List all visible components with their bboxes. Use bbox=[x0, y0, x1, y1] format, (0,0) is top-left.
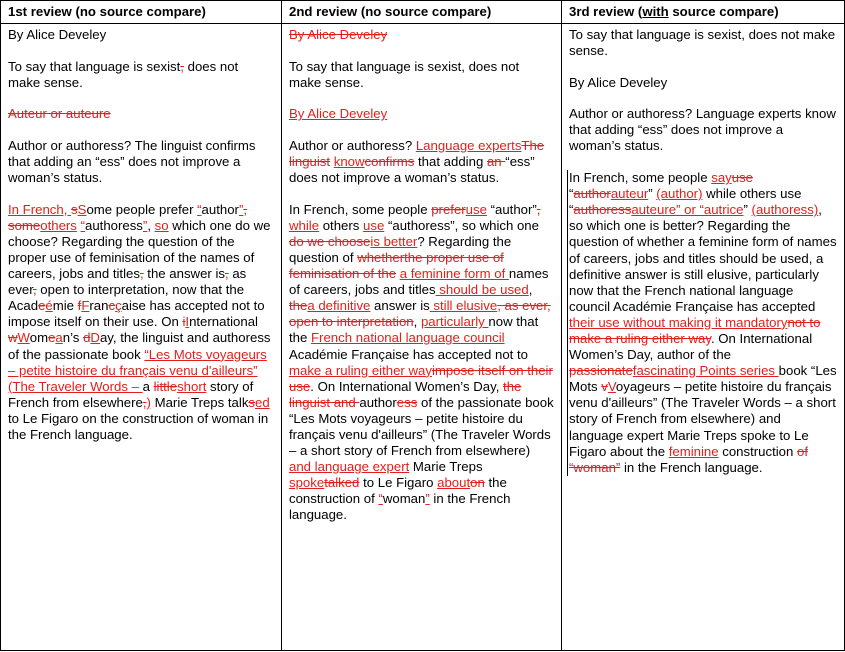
inserted-text: fascinating Points series bbox=[632, 363, 779, 379]
text-run: to Le Figaro bbox=[359, 475, 438, 491]
inserted-text: “ bbox=[80, 217, 85, 233]
inserted-text: feminine bbox=[668, 443, 719, 459]
deleted-text: passionate bbox=[569, 363, 633, 379]
first-review-cell bbox=[1, 24, 282, 651]
body-paragraph bbox=[289, 202, 554, 524]
inserted-text: In French, bbox=[8, 201, 72, 217]
deleted-text: an bbox=[486, 153, 506, 169]
inserted-text: ed bbox=[255, 394, 270, 410]
second-review-cell bbox=[282, 24, 562, 651]
deleted-text: i bbox=[182, 314, 186, 330]
deleted-text: , as ever, open to interpretation bbox=[289, 298, 551, 330]
inserted-text: ç bbox=[115, 298, 122, 314]
inserted-text: (authoress) bbox=[751, 202, 819, 218]
deleted-text: do we choose bbox=[289, 233, 371, 249]
inserted-text: say bbox=[711, 170, 732, 186]
text-run: Marie Treps bbox=[409, 459, 483, 475]
intro-paragraph: To say that language is sexist, does not make sense. bbox=[569, 27, 836, 59]
text-run: author bbox=[201, 201, 239, 217]
deleted-text: , bbox=[180, 58, 184, 74]
inserted-text: a definitive bbox=[307, 298, 371, 314]
text-run: ” bbox=[648, 186, 657, 202]
deleted-text: f bbox=[77, 298, 82, 314]
deleted-text: , bbox=[225, 266, 229, 282]
inserted-text: S bbox=[77, 201, 87, 217]
text-run: the answer is bbox=[143, 266, 225, 282]
text-run: that adding bbox=[414, 153, 487, 169]
text-run: n’s bbox=[62, 330, 84, 346]
deleted-text: prefer bbox=[431, 201, 466, 217]
inserted-text: “Les Mots voyageurs – petite histoire du français venu d'ailleurs” (The Traveler Words – bbox=[8, 346, 267, 394]
deleted-text: some bbox=[8, 217, 41, 233]
inserted-text: (author) bbox=[656, 186, 703, 202]
inserted-text: others bbox=[40, 217, 77, 233]
header-first-review: 1st review (no source compare) bbox=[1, 1, 282, 24]
text-run: “ess” does not improve a woman’s status. bbox=[289, 153, 535, 186]
text-run: others bbox=[319, 217, 364, 233]
text-run: . On International Women’s Day, bbox=[310, 378, 504, 394]
text-run: In French, some people bbox=[569, 170, 712, 186]
text-run: names of careers, jobs and titles bbox=[289, 266, 549, 298]
inserted-text: while bbox=[289, 217, 320, 233]
inserted-text: a bbox=[55, 330, 63, 346]
text-run: “ bbox=[569, 186, 574, 202]
text-run: story of French from elsewhere bbox=[8, 378, 254, 410]
inserted-text: ) bbox=[146, 394, 151, 410]
text-run: the construction of bbox=[289, 475, 507, 507]
header-third-review: 3rd review (with source compare) bbox=[562, 1, 845, 24]
text-run: nternational bbox=[189, 314, 258, 330]
third-review-cell bbox=[562, 24, 845, 651]
deleted-text: e bbox=[38, 298, 46, 314]
text-run: , bbox=[147, 217, 155, 233]
text-run: to Le Figaro on the construction of woman in the French language. bbox=[8, 410, 269, 442]
inserted-text: W bbox=[17, 330, 30, 346]
text-run: mie bbox=[52, 298, 78, 314]
deleted-text: , bbox=[142, 394, 147, 410]
deleted-text: not to make a ruling either way bbox=[569, 314, 821, 346]
intro-paragraph: To say that language is sexist, does not make sense. bbox=[8, 58, 239, 90]
text-run: “authoress”, so which one bbox=[384, 217, 539, 233]
inserted-text: should be used bbox=[435, 282, 529, 298]
text-run: , bbox=[413, 314, 421, 330]
deleted-text: on bbox=[470, 475, 485, 491]
text-run: while others use “ bbox=[569, 186, 802, 218]
inserted-text: use bbox=[363, 217, 385, 233]
text-run: now that the bbox=[289, 314, 539, 346]
deleted-byline: By Alice Develey bbox=[289, 27, 388, 42]
text-run: . On International Women’s Day, author of the bbox=[569, 331, 813, 363]
inserted-text: é bbox=[45, 298, 53, 314]
inserted-text: Language experts bbox=[415, 137, 522, 153]
deleted-text: author bbox=[573, 186, 611, 202]
inserted-text: so bbox=[154, 217, 169, 233]
header-row bbox=[1, 1, 845, 24]
text-run: ” bbox=[743, 202, 752, 218]
deleted-text: the bbox=[289, 298, 308, 314]
text-run: which one do we choose? Regarding the question of the proper use of feminisation of the names of careers, jobs and titles bbox=[8, 217, 271, 282]
lead-paragraph bbox=[289, 138, 554, 186]
deleted-text: v bbox=[601, 379, 608, 395]
deleted-text: d bbox=[83, 330, 91, 346]
text-run: construction bbox=[718, 443, 798, 459]
text-run: a bbox=[142, 378, 154, 394]
text-run: , so which one is better? Regarding the question of whether a feminine form of names of careers, jobs and titles should be used, a definitive answer is still elusive, particularly now that the French national language council Académie Française has accepted bbox=[569, 202, 837, 314]
text-run: ran bbox=[89, 298, 109, 314]
inserted-text: a feminine form of bbox=[399, 266, 509, 282]
deleted-text: , bbox=[139, 266, 144, 282]
text-run: ome people prefer bbox=[86, 201, 198, 217]
text-run: of the passionate book “Les Mots voyageurs – petite histoire du français venu d'ailleurs” (The Traveler Words – a short story of French from elsewhere) bbox=[289, 394, 554, 459]
text-run: “author” bbox=[486, 201, 537, 217]
header-with-underlined: with bbox=[642, 4, 669, 19]
deleted-text: impose itself on their use bbox=[289, 362, 553, 394]
deleted-text: use bbox=[731, 170, 754, 186]
text-run: om bbox=[29, 330, 49, 346]
inserted-text: V bbox=[607, 379, 616, 395]
text-run: authoress bbox=[84, 217, 143, 233]
inserted-text: still elusive bbox=[429, 298, 498, 314]
inserted-byline: By Alice Develey bbox=[289, 106, 388, 122]
text-run: open to interpretation, now that the Acad bbox=[8, 282, 245, 314]
text-run: aise has accepted not to impose itself on their use. On bbox=[8, 298, 265, 330]
deleted-subtitle: Auteur or auteure bbox=[8, 106, 111, 122]
byline: By Alice Develey bbox=[569, 74, 668, 90]
deleted-text: s bbox=[248, 394, 256, 410]
text-run: answer is bbox=[370, 298, 430, 314]
content-row bbox=[1, 24, 845, 651]
text-run: , bbox=[528, 282, 533, 298]
text-run: ay, the linguist and authoress of the passionate book bbox=[8, 330, 271, 362]
inserted-text: “ bbox=[378, 491, 383, 507]
inserted-text: auteure” or “autrice bbox=[631, 202, 744, 218]
text-run: in the French language. bbox=[289, 491, 511, 523]
text-run: in the French language. bbox=[620, 459, 763, 475]
inserted-text: short bbox=[177, 378, 207, 394]
deleted-text: w bbox=[8, 330, 18, 346]
inserted-text: ” bbox=[425, 491, 430, 507]
inserted-text: D bbox=[90, 330, 100, 346]
text-run: oyageurs – petite histoire du français venu d'ailleurs” (The Traveler Words – a short story of French from elsewhere) and language expert Marie Treps spoke to Le Figaro about the bbox=[569, 379, 836, 459]
inserted-text: ” bbox=[238, 201, 244, 217]
deleted-text: The linguist bbox=[289, 137, 545, 169]
inserted-text: use bbox=[465, 201, 487, 217]
text-run: Académie Française has accepted not to bbox=[289, 346, 528, 362]
lead-paragraph: Author or authoress? The linguist confirms that adding an “ess” does not improve a woman’s status. bbox=[8, 137, 256, 186]
inserted-text: auteur bbox=[610, 186, 649, 202]
deleted-text: the proper use of feminisation of the bbox=[289, 249, 504, 282]
inserted-text: “ bbox=[197, 201, 202, 217]
deleted-text: e bbox=[48, 330, 56, 346]
inserted-text: French national language council bbox=[311, 330, 505, 346]
inserted-text: particularly bbox=[420, 314, 489, 330]
inserted-text: spoke bbox=[289, 475, 325, 491]
text-run: ? Regarding the question of bbox=[289, 233, 512, 265]
intro-paragraph: To say that language is sexist, does not make sense. bbox=[289, 58, 520, 90]
inserted-text: their use without making it mandatory bbox=[569, 314, 788, 330]
deleted-text: of “woman” bbox=[569, 443, 809, 475]
deleted-text: talked bbox=[324, 475, 360, 491]
deleted-text: , bbox=[536, 201, 541, 217]
text-run: In French, some people bbox=[289, 201, 432, 217]
deleted-text: little bbox=[153, 378, 178, 394]
text-run: Marie Treps talk bbox=[150, 394, 249, 410]
deleted-text: , bbox=[243, 201, 248, 217]
header-second-review: 2nd review (no source compare) bbox=[282, 1, 562, 24]
text-run: woman bbox=[382, 491, 426, 507]
deleted-text: whether bbox=[357, 249, 405, 265]
deleted-text: confirms bbox=[364, 153, 415, 169]
deleted-text: ess bbox=[396, 394, 418, 410]
body-paragraph bbox=[567, 170, 837, 476]
deleted-text: s bbox=[71, 201, 78, 217]
inserted-text: about bbox=[437, 475, 471, 491]
deleted-text: the linguist and bbox=[289, 378, 522, 410]
deleted-text: authoress bbox=[573, 202, 632, 218]
inserted-text: know bbox=[333, 153, 365, 169]
inserted-text: and language expert bbox=[289, 459, 410, 475]
text-run: Author or authoress? bbox=[289, 137, 416, 153]
byline: By Alice Develey bbox=[8, 27, 107, 42]
inserted-text: I bbox=[185, 314, 190, 330]
inserted-text: make a ruling either way bbox=[289, 362, 432, 378]
deleted-text: c bbox=[108, 298, 116, 314]
text-run: book “Les Mots bbox=[569, 363, 837, 395]
inserted-text: is better bbox=[370, 233, 418, 249]
text-run: as ever bbox=[8, 266, 247, 298]
body-paragraph bbox=[8, 202, 274, 443]
text-run: author bbox=[359, 394, 397, 410]
inserted-text: ” bbox=[142, 217, 148, 233]
deleted-text: , bbox=[32, 282, 37, 298]
inserted-text: F bbox=[81, 298, 90, 314]
lead-paragraph: Author or authoress? Language experts know that adding “ess” does not improve a woman’s status. bbox=[569, 106, 836, 154]
